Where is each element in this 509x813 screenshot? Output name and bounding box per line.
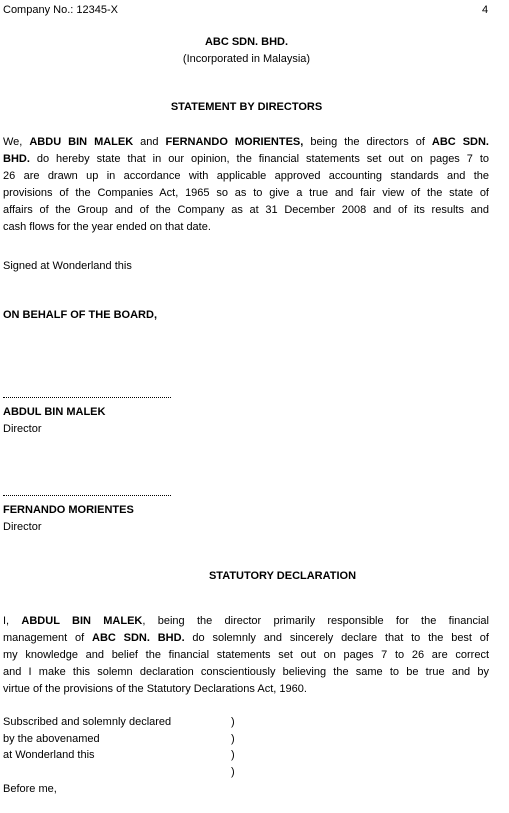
bracket-mark: ) — [231, 716, 235, 728]
signatory-1-title: Director — [3, 423, 42, 435]
statement-line: cash flows for the year ended on that date. — [3, 221, 211, 233]
statement-line: We, ABDU BIN MALEK and FERNANDO MORIENTES, being the directors of ABC SDN. — [3, 136, 489, 148]
bracket-mark: ) — [231, 749, 235, 761]
signature-line-1 — [3, 397, 171, 398]
signatory-1-name: ABDUL BIN MALEK — [3, 406, 106, 418]
signatory-2-title: Director — [3, 521, 42, 533]
on-behalf-of-board: ON BEHALF OF THE BOARD, — [3, 309, 157, 321]
statement-line: 26 are drawn up in accordance with applicable approved accounting standards and the — [3, 170, 489, 182]
signatory-2-name: FERNANDO MORIENTES — [3, 504, 134, 516]
statement-line: provisions of the Companies Act, 1965 so as to give a true and fair view of the state of — [3, 187, 489, 199]
company-number: Company No.: 12345-X — [3, 4, 118, 16]
statement-line: BHD. do hereby state that in our opinion, the financial statements set out on pages 7 to — [3, 153, 489, 165]
bracket-mark: ) — [231, 733, 235, 745]
declaration-heading: STATUTORY DECLARATION — [208, 570, 357, 582]
declaration-line: virtue of the provisions of the Statutory Declarations Act, 1960. — [3, 683, 307, 695]
signed-at-text: Signed at Wonderland this — [3, 260, 132, 272]
declaration-line: I, ABDUL BIN MALEK, being the director primarily responsible for the financial — [3, 615, 489, 627]
signature-line-2 — [3, 495, 171, 496]
company-incorporation: (Incorporated in Malaysia) — [182, 53, 311, 65]
declaration-line: and I make this solemn declaration conscientiously believing the same to be true and by — [3, 666, 489, 678]
subscribed-line-2: by the abovenamed — [3, 733, 100, 745]
declaration-line: my knowledge and belief the financial statements set out on pages 7 to 26 are correct — [3, 649, 489, 661]
page-number: 4 — [482, 4, 489, 16]
company-name: ABC SDN. BHD. — [204, 36, 289, 48]
before-me-text: Before me, — [3, 783, 57, 795]
subscribed-line-3: at Wonderland this — [3, 749, 95, 761]
statement-paragraph — [3, 134, 489, 236]
statement-heading: STATEMENT BY DIRECTORS — [170, 101, 323, 113]
declaration-line: management of ABC SDN. BHD. do solemnly and sincerely declare that to the best of — [3, 632, 489, 644]
subscribed-line-1: Subscribed and solemnly declared — [3, 716, 172, 728]
bracket-mark: ) — [231, 766, 235, 778]
statement-line: affairs of the Group and of the Company as at 31 December 2008 and of its results and — [3, 204, 489, 216]
declaration-paragraph — [3, 613, 489, 698]
